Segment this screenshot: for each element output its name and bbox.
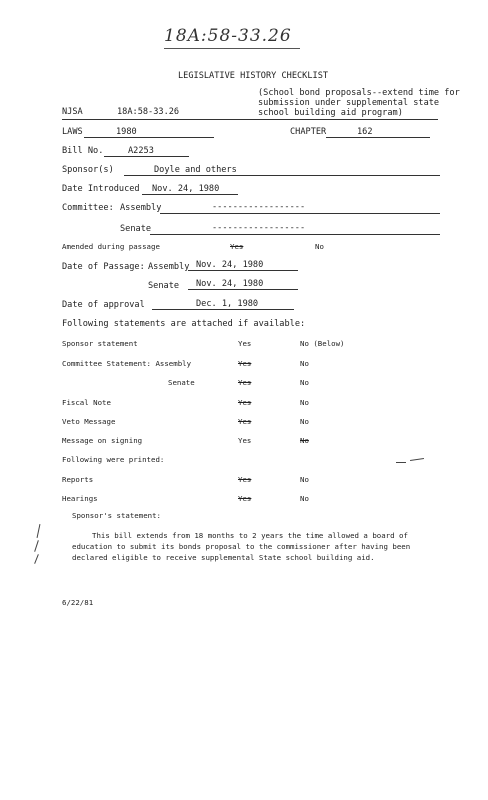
statement-yes: Yes: [238, 339, 252, 348]
subject-note-line-3: school building aid program): [258, 108, 403, 118]
chapter-line: [326, 137, 430, 138]
statement-no: No: [300, 359, 309, 368]
date-introduced-value: Nov. 24, 1980: [152, 184, 220, 194]
statement-label: Message on signing: [62, 436, 143, 445]
chapter-value: 162: [357, 127, 373, 137]
laws-label: LAWS: [62, 127, 83, 137]
printed-yes: Yes: [238, 475, 252, 484]
subject-note-line-1: (School bond proposals--extend time for: [258, 88, 460, 98]
statement-no: No: [300, 417, 309, 426]
stray-pen-mark: [396, 462, 406, 463]
attached-header: Following statements are attached if available:: [62, 319, 306, 329]
statement-label: Fiscal Note: [62, 398, 111, 407]
statement-no: No: [300, 436, 309, 445]
statement-yes: Yes: [238, 378, 252, 387]
date-introduced-label: Date Introduced: [62, 184, 140, 194]
statement-no: No: [300, 378, 309, 387]
amended-no: No: [315, 242, 324, 251]
stray-pen-mark: [410, 458, 424, 461]
date-introduced-line: [142, 194, 238, 195]
sponsors-label: Sponsor(s): [62, 165, 114, 175]
footer-date: 6/22/81: [62, 598, 94, 607]
bill-label: Bill No.: [62, 146, 104, 156]
handwritten-reference: 18A:58-33.26: [164, 26, 292, 46]
margin-pen-mark: [34, 554, 39, 564]
statement-label: Committee Statement: Assembly: [62, 359, 192, 368]
subject-note-line-2: submission under supplemental state: [258, 98, 440, 108]
amended-yes: Yes: [230, 242, 244, 251]
approval-label: Date of approval: [62, 300, 145, 310]
sponsor-statement-line-3: declared eligible to receive supplemental State school building aid.: [72, 553, 375, 562]
passage-senate-value: Nov. 24, 1980: [196, 279, 264, 289]
statement-yes: Yes: [238, 398, 252, 407]
passage-senate-line: [188, 289, 298, 290]
statement-no: No: [300, 398, 309, 407]
printed-header: Following were printed:: [62, 455, 165, 464]
statement-label: Veto Message: [62, 417, 116, 426]
statement-yes: Yes: [238, 359, 252, 368]
sponsors-line: [124, 175, 440, 176]
amended-label: Amended during passage: [62, 242, 160, 251]
chapter-label: CHAPTER: [290, 127, 327, 137]
passage-assembly-line: [188, 270, 298, 271]
margin-pen-mark: [37, 524, 41, 538]
njsa-label: NJSA: [62, 107, 83, 117]
njsa-value: 18A:58-33.26: [117, 107, 180, 117]
statement-no: No (Below): [300, 339, 345, 348]
statement-label: Senate: [168, 378, 195, 387]
committee-label: Committee:: [62, 203, 114, 213]
printed-yes: Yes: [238, 494, 252, 503]
printed-label: Reports: [62, 475, 94, 484]
passage-senate-label: Senate: [148, 281, 180, 291]
passage-assembly-value: Nov. 24, 1980: [196, 260, 264, 270]
document-title: LEGISLATIVE HISTORY CHECKLIST: [178, 71, 329, 81]
passage-label: Date of Passage:: [62, 262, 145, 272]
committee-assembly-line: [160, 213, 440, 214]
approval-line: [152, 309, 294, 310]
sponsors-value: Doyle and others: [154, 165, 237, 175]
sponsor-statement-line-2: education to submit its bonds proposal to the commissioner after having been: [72, 542, 411, 551]
committee-senate-line: [150, 234, 440, 235]
committee-senate-label: Senate: [120, 224, 152, 234]
committee-assembly-label: Assembly: [120, 203, 162, 213]
passage-assembly-label: Assembly: [148, 262, 190, 272]
handwritten-underline: [164, 48, 300, 49]
njsa-rule: [62, 119, 438, 120]
bill-line: [104, 156, 189, 157]
statement-yes: Yes: [238, 436, 252, 445]
margin-pen-mark: [34, 540, 39, 552]
statement-label: Sponsor statement: [62, 339, 138, 348]
committee-assembly-value: ------------------: [212, 202, 306, 212]
sponsor-statement-line-1: This bill extends from 18 months to 2 years the time allowed a board of: [92, 531, 408, 540]
printed-no: No: [300, 475, 309, 484]
statement-yes: Yes: [238, 417, 252, 426]
laws-value: 1980: [116, 127, 137, 137]
printed-label: Hearings: [62, 494, 98, 503]
laws-line: [84, 137, 214, 138]
approval-value: Dec. 1, 1980: [196, 299, 259, 309]
printed-no: No: [300, 494, 309, 503]
committee-senate-value: ------------------: [212, 223, 306, 233]
bill-value: A2253: [128, 146, 154, 156]
sponsor-statement-label: Sponsor's statement:: [72, 511, 161, 520]
